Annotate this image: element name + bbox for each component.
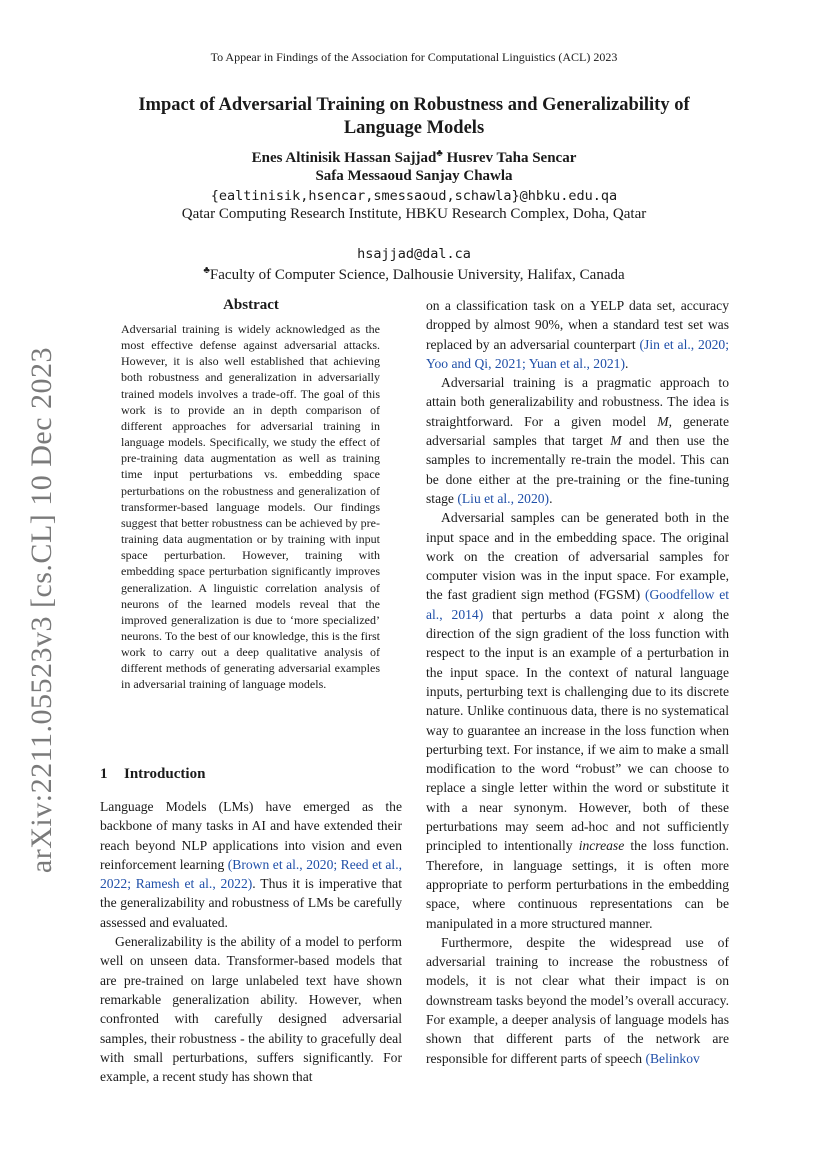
- right-column-body: [426, 296, 729, 1068]
- right-p2-text-3: and then use the samples to incrementally re-train the model. This can be done either at the pre-training or the fine-tuning stage: [426, 433, 729, 506]
- intro-p1-text: Language Models (LMs) have emerged as the backbone of many tasks in AI and have extended their reach beyond NLP applications into vision and even reinforcement learning: [100, 799, 402, 872]
- right-p3-text-3: along the direction of the sign gradient of the loss function with respect to the input is an example of a perturbation in the input space. In the context of natural language inputs, perturbing text is challenging due to its discrete nature. Unlike continuous data, there is no systematical way to guarantee an increase in the loss function when perturbing text. For instance, if we aim to make a small modification to the word “robust” we can choose to replace a single letter within the word or substitute it with a near synonym. However, both of these perturbations may seem ad-hoc and not sufficiently principled to intentionally: [426, 606, 729, 854]
- right-p3-text-2: that perturbs a data point: [483, 606, 659, 622]
- affiliation-qcri: Qatar Computing Research Institute, HBKU Research Complex, Doha, Qatar: [181, 206, 647, 222]
- affiliation-dalhousie-text: Faculty of Computer Science, Dalhousie University, Halifax, Canada: [209, 267, 625, 283]
- intro-paragraph-2: Generalizability is the ability of a model to perform well on unseen data. Transformer-based models that are pre-trained on large unlabeled text have shown remarkable generalization ability. However, when confronted with carefully designed adversarial samples, their robustness - the ability to gracefully deal with small perturbations, suffers significantly. For example, a recent study has shown that: [100, 934, 402, 1085]
- club-mark: ♣: [203, 265, 210, 276]
- right-p2-text: Adversarial training is a pragmatic approach to attain both generalizability and robustness. The idea is straightforward. For a given model: [426, 375, 729, 429]
- right-paragraph-2: [426, 373, 729, 508]
- email-hbku: {ealtinisik,hsencar,smessaoud,schawla}@hbku.edu.qa: [210, 188, 618, 204]
- email-dal: hsajjad@dal.ca: [357, 246, 471, 262]
- right-paragraph-1: [426, 296, 729, 373]
- abstract-heading: Abstract: [223, 297, 279, 313]
- section-title: Introduction: [124, 766, 206, 782]
- citation-link[interactable]: (Jin et al., 2020; Yoo and Qi, 2021; Yuan et al., 2021): [426, 336, 730, 371]
- right-p3-text: Adversarial samples can be generated both in the input space and in the embedding space. The original work on the creation of adversarial samples for computer vision was in the input space. For example, the fast gradient sign method (FGSM): [426, 510, 729, 603]
- right-p2-text-end: .: [549, 490, 553, 506]
- math-symbol: M: [657, 413, 669, 429]
- intro-paragraph-1: [100, 797, 402, 932]
- authors-line-2: Safa Messaoud Sanjay Chawla: [315, 168, 513, 184]
- right-p1-text-end: .: [625, 355, 629, 371]
- citation-link[interactable]: (Belinkov: [645, 1050, 700, 1066]
- section-heading-introduction: [100, 766, 402, 783]
- right-paragraph-4: [426, 933, 729, 1068]
- left-column-body: [100, 797, 402, 1086]
- citation-link[interactable]: (Brown et al., 2020; Reed et al., 2022; Ramesh et al., 2022): [100, 856, 402, 892]
- right-p1-text: on a classification task on a YELP data set, accuracy dropped by almost 90%, when a standard test set was replaced by an adversarial counterpart: [426, 298, 729, 352]
- math-symbol: M: [610, 433, 622, 449]
- right-p2-text-2: , generate adversarial samples that target: [426, 413, 729, 449]
- citation-link[interactable]: (Goodfellow et al., 2014): [426, 587, 730, 622]
- right-p4-text: Furthermore, despite the widespread use of adversarial training to increase the robustness of models, it is not clear what their impact is on downstream tasks beyond the model’s overall accuracy. For example, a deeper analysis of language models has shown that different parts of the network are responsible for different parts of speech: [426, 934, 729, 1066]
- authors-line-1: [0, 148, 828, 167]
- arxiv-identifier: arXiv:2211.05523v3 [cs.CL] 10 Dec 2023: [25, 346, 58, 874]
- title-line-1: Impact of Adversarial Training on Robustness and Generalizability of: [138, 95, 690, 115]
- authors-first: Enes Altinisik Hassan Sajjad: [251, 150, 437, 166]
- title-line-2: Language Models: [343, 118, 485, 138]
- right-paragraph-3: [426, 508, 729, 933]
- affiliation-dalhousie: [0, 265, 828, 284]
- paper-title: [90, 94, 738, 140]
- venue-header: To Appear in Findings of the Association for Computational Linguistics (ACL) 2023: [210, 50, 618, 64]
- abstract-body: Adversarial training is widely acknowledged as the most effective defense against adversarial attacks. However, it is also well established that achieving both robustness and generalization in adversarially trained models involves a trade-off. The goal of this work is to provide an in depth comparison of different approaches for adversarial training in language models. Specifically, we study the effect of pre-training data augmentation as well as training time input perturbations vs. embedding space perturbations on the robustness and generalization of transformer-based language models. Our findings suggest that better robustness can be achieved by pre-training data augmentation or by training with input space perturbation. However, training with embedding space perturbation significantly improves generalization. A linguistic correlation analysis of neurons of the learned models reveal that the improved generalization is due to ‘more specialized’ neurons. To the best of our knowledge, this is the first work to carry out a deep qualitative analysis of different methods of generating adversarial examples in adversarial training of language models.: [121, 322, 380, 692]
- intro-p1-text-end: . Thus it is imperative that the generalizability and robustness of LMs be carefully assessed and evaluated.: [100, 876, 402, 930]
- math-symbol: x: [658, 606, 665, 622]
- citation-link[interactable]: (Liu et al., 2020): [457, 490, 550, 506]
- right-p3-text-end: the loss function. Therefore, in language settings, it is often more appropriate to perform perturbations in the embedding space, where continuous representations can be manipulated in a more structured manner.: [426, 838, 729, 931]
- club-mark: ♣: [436, 148, 443, 159]
- section-number: 1: [100, 766, 108, 782]
- authors-last: Husrev Taha Sencar: [442, 150, 577, 166]
- emphasis-text: increase: [578, 838, 625, 854]
